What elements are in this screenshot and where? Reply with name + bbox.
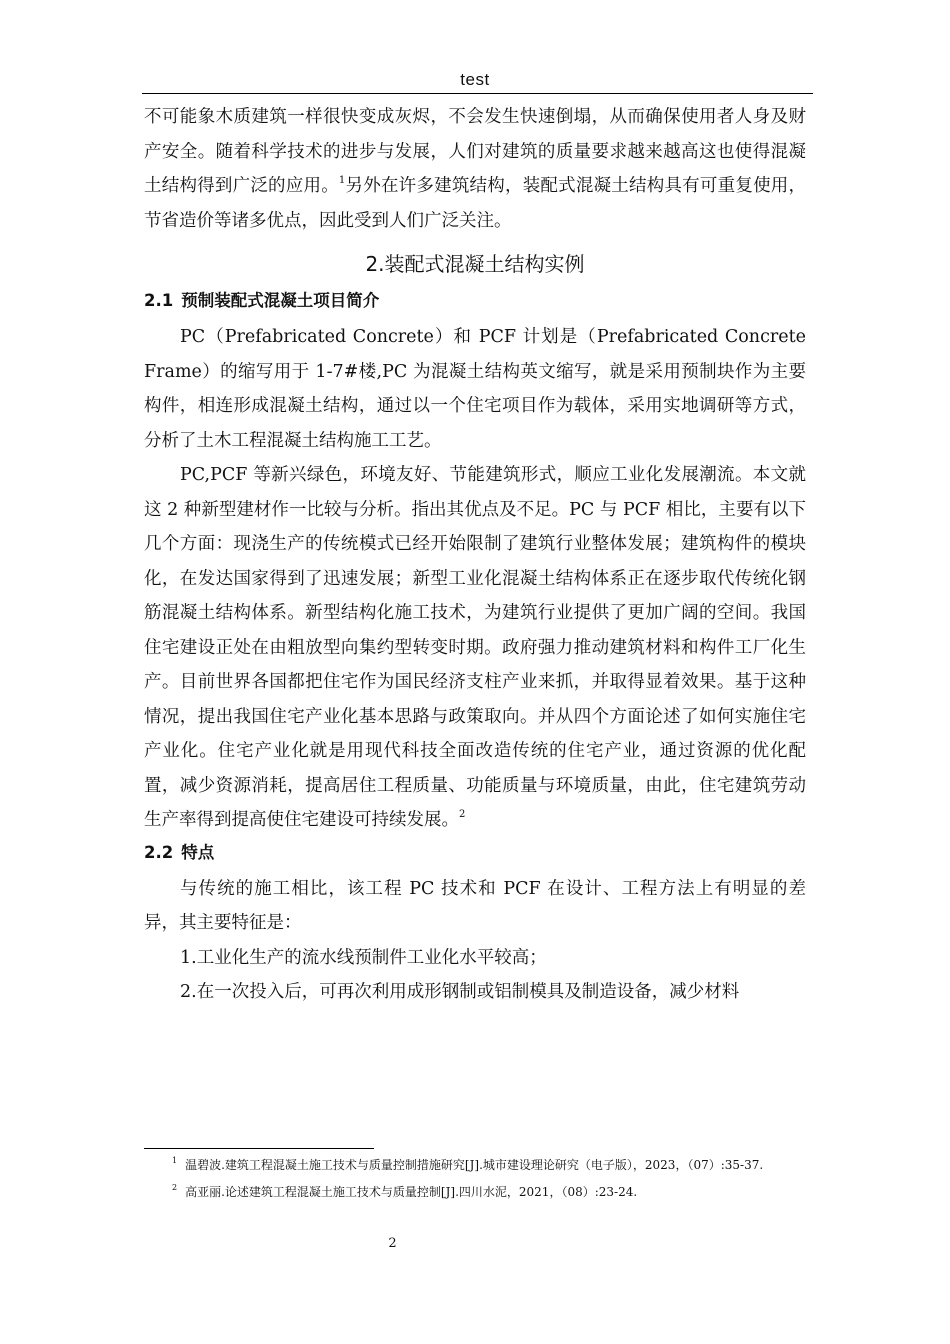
page-number: 2 (388, 1236, 397, 1251)
footnote-ref[interactable]: 1 (338, 175, 346, 187)
paragraph-pc-intro: PC（Prefabricated Concrete）和 PCF 计划是（Prefabricated Concrete Frame）的缩写用于 1-7#楼,PC 为混凝土结构英文缩写，就是采用预制块作为主要构件，相连形成混凝土结构，通过以一个住宅项目作为载体，采用实地调研等方式，分析了土木工程混凝土结构施工工艺。 (144, 327, 806, 451)
list-item-1: 1.工业化生产的流水线预制件工业化水平较高； (180, 947, 547, 968)
chapter-heading: 2.装配式混凝土结构实例 (365, 252, 585, 276)
section-number: 2.2 (144, 842, 174, 862)
section-title: 特点 (181, 842, 215, 862)
paragraph-text: 另外在许多建筑结构，装配式混凝土结构具有可重复使用，节省造价等诸多优点，因此受到人们广泛关注。 (144, 176, 807, 231)
footnote-2 (144, 1179, 806, 1206)
paragraph-features-intro: 与传统的施工相比，该工程 PC 技术和 PCF 在设计、工程方法上有明显的差异，其主要特征是： (144, 878, 806, 933)
footnotes (144, 1152, 806, 1206)
footnote-1 (144, 1152, 806, 1179)
footnote-divider (144, 1148, 374, 1149)
footnote-mark: 2 (172, 1183, 178, 1192)
document-body (144, 100, 806, 1010)
section-heading-2-2 (144, 838, 806, 868)
header-divider (142, 93, 813, 94)
section-number: 2.1 (144, 291, 174, 310)
paragraph-text: PC,PCF 等新兴绿色，环境友好、节能建筑形式，顺应工业化发展潮流。本文就这 2 种新型建材作一比较与分析。指出其优点及不足。PC 与 PCF 相比，主要有以下几个方面：现浇生产的传统模式已经开始限制了建筑行业整体发展；建筑构件的模块化，在发达国家得到了迅速发展；新型工业化混凝土结构体系正在逐步取代传统化钢筋混凝土结构体系。新型结构化施工技术，为建筑行业提供了更加广阔的空间。我国住宅建设正处在由粗放型向集约型转变时期。政府强力推动建筑材料和构件工厂化生产。目前世界各国都把住宅作为国民经济支柱产业来抓，并取得显着效果。基于这种情况，提出我国住宅产业化基本思路与政策取向。并从四个方面论述了如何实施住宅产业化。住宅产业化就是用现代科技全面改造传统的住宅产业，通过资源的优化配置，减少资源消耗，提高居住工程质量、功能质量与环境质量，由此，住宅建筑劳动生产率得到提高使住宅建设可持续发展。 (144, 465, 806, 830)
page-header-title: test (460, 70, 490, 89)
footnote-text: 高亚丽.论述建筑工程混凝土施工技术与质量控制[J].四川水泥，2021，（08）:23-24. (185, 1185, 638, 1199)
footnote-text: 温碧波.建筑工程混凝土施工技术与质量控制措施研究[J].城市建设理论研究（电子版），2023，（07）:35-37. (185, 1158, 764, 1172)
paragraph-pc-pcf-comparison (144, 458, 806, 838)
section-title: 预制装配式混凝土项目简介 (181, 291, 380, 310)
footnote-ref[interactable]: 2 (459, 809, 466, 821)
list-item-2: 2.在一次投入后，可再次利用成形钢制或铝制模具及制造设备，减少材料 (180, 982, 740, 1002)
footnote-mark: 1 (172, 1156, 178, 1165)
section-heading-2-1 (144, 286, 806, 316)
paragraph-text: 不可能象木质建筑一样很快变成灰烬，不会发生快速倒塌，从而确保使用者人身及财产安全。随着科学技术的进步与发展，人们对建筑的质量要求越来越高这也使得混凝土结构得到广泛的应用。 (144, 107, 806, 196)
paragraph-intro (144, 100, 806, 238)
